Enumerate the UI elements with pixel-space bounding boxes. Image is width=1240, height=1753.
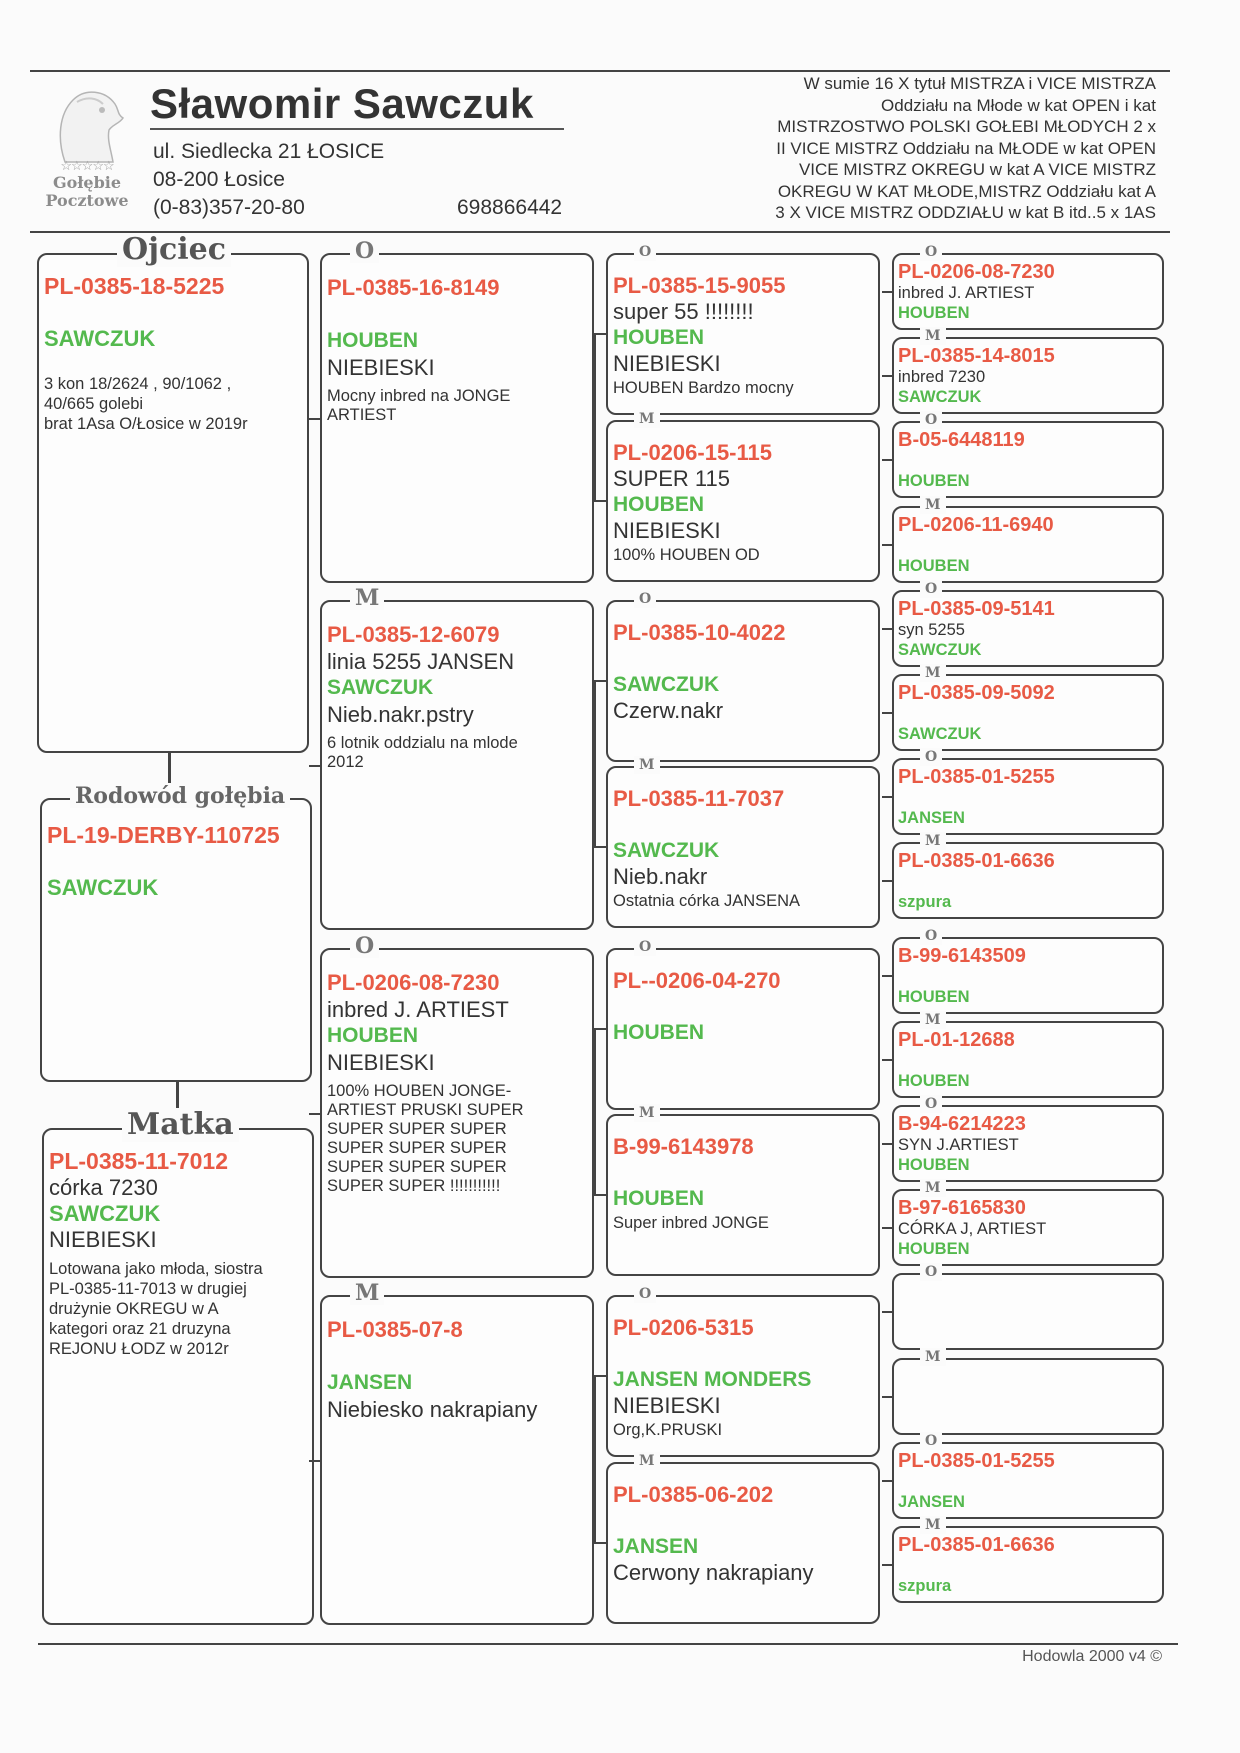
dam-marker: M xyxy=(350,1281,384,1305)
color: Czerw.nakr xyxy=(613,698,724,723)
gen4-card[interactable] xyxy=(892,665,1164,751)
gen4-card[interactable] xyxy=(892,1012,1164,1098)
note-line: kategori oraz 21 druzyna xyxy=(49,1320,231,1338)
connector xyxy=(309,1460,320,1462)
mobile-phone: 698866442 xyxy=(457,196,563,219)
subject-ring: PL-19-DERBY-110725 xyxy=(47,822,280,848)
sire-marker: O xyxy=(920,1095,942,1113)
achievement-line: MISTRZOSTWO POLSKI GOŁEBI MŁODYCH 2 x xyxy=(777,117,1156,136)
phone: (0-83)357-20-80 xyxy=(153,196,305,219)
subject-card[interactable] xyxy=(40,783,312,1082)
pigeon-name: inbred 7230 xyxy=(898,368,986,386)
note-line: 3 kon 18/2624 , 90/1062 , xyxy=(44,375,232,393)
achievement-line: II VICE MISTRZ Oddziału na MŁODE w kat OPEN xyxy=(776,138,1156,158)
color: Nieb.nakr.pstry xyxy=(327,702,474,727)
ring-number: B-99-6143978 xyxy=(613,1134,754,1159)
connector xyxy=(594,1375,596,1542)
logo-line1: Gołębie xyxy=(52,173,122,192)
breed: SAWCZUK xyxy=(898,641,982,659)
breed: HOUBEN xyxy=(898,304,970,322)
spacer xyxy=(613,812,874,838)
connector xyxy=(882,1480,892,1482)
notes: 100% HOUBEN OD xyxy=(613,546,760,564)
breed: HOUBEN xyxy=(613,493,705,516)
connector xyxy=(882,712,892,714)
gen4-card-empty[interactable] xyxy=(892,1349,1164,1435)
spacer xyxy=(898,1472,1158,1492)
breed: HOUBEN xyxy=(898,988,970,1006)
connector xyxy=(882,544,892,546)
ring-number: PL-0385-01-6636 xyxy=(898,850,1055,872)
ring-number: PL-0385-01-5255 xyxy=(898,766,1055,788)
gen3-card[interactable] xyxy=(606,1105,880,1276)
connector xyxy=(882,459,892,461)
father-label: Ojciec xyxy=(117,233,231,267)
gen4-card[interactable] xyxy=(892,749,1164,835)
achievements xyxy=(686,73,1156,224)
gen4-card[interactable] xyxy=(892,1517,1164,1603)
notes xyxy=(327,1082,588,1196)
connector xyxy=(594,846,606,848)
pigeon-name: CÓRKA J, ARTIEST xyxy=(898,1220,1047,1238)
spacer xyxy=(613,646,874,672)
connector xyxy=(594,500,606,502)
sire-marker: O xyxy=(350,239,379,263)
pigeon-name: inbred J. ARTIEST xyxy=(898,284,1035,302)
note-line: ARTIEST PRUSKI SUPER xyxy=(327,1101,524,1119)
note-line: 2012 xyxy=(327,753,364,771)
breed: SAWCZUK xyxy=(327,676,434,699)
ring-number: PL-0385-14-8015 xyxy=(898,345,1055,367)
note-line: 6 lotnik oddzialu na mlode xyxy=(327,734,518,752)
dam-marker: M xyxy=(920,1348,946,1366)
ring-number: PL-0385-10-4022 xyxy=(613,620,786,645)
note-line: drużynie OKREGU w A xyxy=(49,1300,219,1318)
breed: SAWCZUK xyxy=(898,725,982,743)
breed: HOUBEN xyxy=(898,1072,970,1090)
note-line: REJONU ŁODZ w 2012r xyxy=(49,1340,229,1358)
note-line: brat 1Asa O/Łosice w 2019r xyxy=(44,415,248,433)
gen3-card[interactable] xyxy=(606,244,880,415)
breed: JANSEN xyxy=(898,1493,965,1511)
gen4-card[interactable] xyxy=(892,1180,1164,1266)
breed: JANSEN MONDERS xyxy=(613,1368,812,1391)
connector xyxy=(594,333,596,500)
note-line: Lotowana jako młoda, siostra xyxy=(49,1260,263,1278)
spacer xyxy=(898,788,1158,808)
ring-number: PL-0385-11-7037 xyxy=(613,786,785,811)
spacer xyxy=(898,704,1158,724)
owner-underline xyxy=(150,128,564,130)
mother-label: Matka xyxy=(122,1108,239,1142)
spacer xyxy=(898,536,1158,556)
dam-marker: M xyxy=(920,327,946,345)
sire-marker: O xyxy=(920,748,942,766)
breed: JANSEN xyxy=(327,1371,413,1394)
header-top-rule xyxy=(30,70,1170,72)
ring-number: B-05-6448119 xyxy=(898,429,1025,451)
sire-marker: O xyxy=(920,411,942,429)
subject-label: Rodowód gołębia xyxy=(70,784,290,808)
achievement-line: OKREGU W KAT MŁODE,MISTRZ Oddziału kat A xyxy=(777,181,1156,201)
spacer xyxy=(613,1341,874,1367)
pigeon-name: super 55 !!!!!!!! xyxy=(613,299,754,324)
color: NIEBIESKI xyxy=(327,1050,435,1075)
sire-marker: O xyxy=(920,1263,942,1281)
dam-marker: M xyxy=(350,586,384,610)
connector xyxy=(309,1113,320,1115)
sire-marker: O xyxy=(634,590,656,608)
dam-marker: M xyxy=(634,756,660,774)
pigeon-name: linia 5255 JANSEN xyxy=(327,649,515,674)
gen4-card[interactable] xyxy=(892,928,1164,1014)
notes: HOUBEN Bardzo mocny xyxy=(613,379,794,397)
gen4-card[interactable] xyxy=(892,244,1164,330)
breed: HOUBEN xyxy=(898,1156,970,1174)
ring-number: PL-0385-15-9055 xyxy=(613,273,786,298)
dam-marker: M xyxy=(920,496,946,514)
connector xyxy=(882,1396,892,1398)
breed: SAWCZUK xyxy=(898,388,982,406)
ring-number: B-94-6214223 xyxy=(898,1113,1026,1135)
gen4-card[interactable] xyxy=(892,497,1164,583)
spacer xyxy=(327,1343,588,1370)
sire-marker: O xyxy=(634,1285,656,1303)
subject-breed: SAWCZUK xyxy=(47,875,159,900)
dam-marker: M xyxy=(634,410,660,428)
spacer xyxy=(898,872,1158,892)
ring-number: PL--0206-04-270 xyxy=(613,968,781,993)
dam-marker: M xyxy=(920,832,946,850)
color: Nieb.nakr xyxy=(613,864,708,889)
breed: JANSEN xyxy=(613,1535,699,1558)
sire-marker: O xyxy=(920,580,942,598)
connector xyxy=(594,680,596,846)
gen4-card[interactable] xyxy=(892,1433,1164,1519)
connector xyxy=(168,753,171,783)
sire-marker: O xyxy=(634,243,656,261)
sire-marker: O xyxy=(920,243,942,261)
note-line: PL-0385-11-7013 w drugiej xyxy=(49,1280,247,1298)
breed: szpura xyxy=(898,893,952,911)
connector xyxy=(594,1194,606,1196)
note-line: Mocny inbred na JONGE xyxy=(327,387,511,405)
ring-number: B-99-6143509 xyxy=(898,945,1026,967)
address-street: ul. Siedlecka 21 ŁOSICE xyxy=(153,140,385,163)
ring-number: PL-0385-09-5092 xyxy=(898,682,1055,704)
dam-marker: M xyxy=(920,1516,946,1534)
dam-marker: M xyxy=(634,1104,660,1122)
achievement-line: VICE MISTRZ OKREGU w kat A VICE MISTRZ xyxy=(798,160,1156,179)
achievement-line: 3 X VICE MISTRZ ODDZIAŁU w kat B itd..5 x 1AS xyxy=(775,203,1156,222)
software-credit: Hodowla 2000 v4 © xyxy=(1022,1648,1162,1665)
connector xyxy=(882,975,892,977)
connector xyxy=(882,1311,892,1313)
sire-marker: O xyxy=(350,934,379,958)
breed: SAWCZUK xyxy=(613,673,720,696)
note-line: 100% HOUBEN JONGE- xyxy=(327,1082,512,1100)
breed: HOUBEN xyxy=(613,1187,705,1210)
dam-marker: M xyxy=(920,664,946,682)
breed: HOUBEN xyxy=(898,1240,970,1258)
ring-number: PL-0385-01-5255 xyxy=(898,1450,1055,1472)
ring-number: PL-0385-16-8149 xyxy=(327,275,500,300)
breed: HOUBEN xyxy=(898,557,970,575)
notes: Org,K.PRUSKI xyxy=(613,1421,723,1439)
mother-breed: SAWCZUK xyxy=(49,1201,161,1226)
ring-number: PL-0385-06-202 xyxy=(613,1482,774,1507)
pigeon-head-icon xyxy=(47,84,127,164)
pigeon-name: SUPER 115 xyxy=(613,466,730,491)
ring-number: PL-0206-08-7230 xyxy=(327,970,500,995)
pigeon-name: inbred J. ARTIEST xyxy=(327,997,509,1022)
color: NIEBIESKI xyxy=(613,518,721,543)
note-line: 40/665 golebi xyxy=(44,395,144,413)
connector xyxy=(882,1564,892,1566)
gen3-card[interactable] xyxy=(606,757,880,928)
father-notes xyxy=(44,374,303,434)
breed: SAWCZUK xyxy=(613,839,720,862)
mother-notes xyxy=(49,1259,308,1359)
gen2-card[interactable] xyxy=(320,933,594,1278)
connector xyxy=(594,1542,606,1544)
stars-icon: ☆☆☆☆☆ xyxy=(60,158,114,173)
note-line: SUPER SUPER SUPER xyxy=(327,1120,507,1138)
spacer xyxy=(613,1160,874,1186)
connector xyxy=(309,765,320,767)
connector xyxy=(882,1143,892,1145)
address-city: 08-200 Łosice xyxy=(153,168,285,191)
breed: szpura xyxy=(898,1577,952,1595)
gen3-card[interactable] xyxy=(606,591,880,762)
connector xyxy=(594,1028,596,1194)
breed: HOUBEN xyxy=(327,329,419,352)
note-line: SUPER SUPER SUPER xyxy=(327,1158,507,1176)
footer-rule xyxy=(38,1643,1178,1645)
connector xyxy=(882,375,892,377)
logo-line2: Pocztowe xyxy=(45,191,129,210)
notes xyxy=(327,387,588,425)
ring-number: PL-0385-12-6079 xyxy=(327,622,500,647)
mother-ring: PL-0385-11-7012 xyxy=(49,1148,229,1174)
gen3-card[interactable] xyxy=(606,1453,880,1624)
achievement-line: Oddziału na Młode w kat OPEN i kat xyxy=(881,95,1156,115)
breed: HOUBEN xyxy=(613,1021,705,1044)
gen2-card[interactable] xyxy=(320,585,594,930)
gen4-card[interactable] xyxy=(892,1096,1164,1182)
connector xyxy=(882,796,892,798)
spacer xyxy=(898,967,1158,987)
ring-number: PL-0385-01-6636 xyxy=(898,1534,1055,1556)
logo xyxy=(32,84,142,224)
ring-number: PL-0206-08-7230 xyxy=(898,261,1055,283)
ring-number: PL-01-12688 xyxy=(898,1029,1015,1051)
ring-number: B-97-6165830 xyxy=(898,1197,1026,1219)
connector xyxy=(882,1227,892,1229)
achievement-line: W sumie 16 X tytuł MISTRZA i VICE MISTRZA xyxy=(803,74,1156,93)
spacer xyxy=(327,301,588,328)
gen4-card-empty[interactable] xyxy=(892,1264,1164,1350)
color: Cerwony nakrapiany xyxy=(613,1560,814,1585)
father-card[interactable] xyxy=(37,232,309,753)
dam-marker: M xyxy=(920,1179,946,1197)
gen3-card[interactable] xyxy=(606,939,880,1110)
notes: Ostatnia córka JANSENA xyxy=(613,892,801,910)
mother-color: NIEBIESKI xyxy=(49,1227,157,1252)
mother-card[interactable] xyxy=(42,1107,314,1625)
father-breed: SAWCZUK xyxy=(44,326,156,351)
gen4-card[interactable] xyxy=(892,581,1164,667)
color: NIEBIESKI xyxy=(613,351,721,376)
gen2-card[interactable] xyxy=(320,238,594,583)
note-line: SUPER SUPER !!!!!!!!!!! xyxy=(327,1177,501,1195)
mother-name: córka 7230 xyxy=(49,1175,158,1200)
ring-number: PL-0206-11-6940 xyxy=(898,514,1054,536)
owner-name: Sławomir Sawczuk xyxy=(150,80,534,127)
color: NIEBIESKI xyxy=(327,355,435,380)
ring-number: PL-0385-09-5141 xyxy=(898,598,1055,620)
ring-number: PL-0385-07-8 xyxy=(327,1317,463,1342)
gen4-card[interactable] xyxy=(892,833,1164,919)
notes: Super inbred JONGE xyxy=(613,1214,769,1232)
father-ring: PL-0385-18-5225 xyxy=(44,273,225,299)
connector xyxy=(882,628,892,630)
sire-marker: O xyxy=(920,927,942,945)
color: Niebiesko nakrapiany xyxy=(327,1397,538,1422)
breed: HOUBEN xyxy=(898,472,970,490)
spacer xyxy=(898,1556,1158,1576)
ring-number: PL-0206-5315 xyxy=(613,1315,754,1340)
ring-number: PL-0206-15-115 xyxy=(613,440,772,465)
gen4-card[interactable] xyxy=(892,328,1164,414)
breed: HOUBEN xyxy=(613,326,705,349)
gen3-card[interactable] xyxy=(606,1286,880,1457)
spacer xyxy=(613,1508,874,1534)
color: NIEBIESKI xyxy=(613,1393,721,1418)
connector xyxy=(882,880,892,882)
gen2-card[interactable] xyxy=(320,1280,594,1625)
connector xyxy=(882,291,892,293)
spacer xyxy=(898,451,1158,471)
pigeon-name: SYN J.ARTIEST xyxy=(898,1136,1019,1154)
note-line: SUPER SUPER SUPER xyxy=(327,1139,507,1157)
sire-marker: O xyxy=(634,938,656,956)
note-line: ARTIEST xyxy=(327,406,397,424)
notes xyxy=(327,734,588,772)
gen3-card[interactable] xyxy=(606,411,880,582)
connector xyxy=(882,1059,892,1061)
dam-marker: M xyxy=(920,1011,946,1029)
breed: JANSEN xyxy=(898,809,965,827)
spacer xyxy=(613,994,874,1020)
pigeon-name: syn 5255 xyxy=(898,621,965,639)
spacer xyxy=(898,1051,1158,1071)
gen4-card[interactable] xyxy=(892,412,1164,498)
sire-marker: O xyxy=(920,1432,942,1450)
dam-marker: M xyxy=(634,1452,660,1470)
breed: HOUBEN xyxy=(327,1024,419,1047)
connector xyxy=(309,418,320,420)
